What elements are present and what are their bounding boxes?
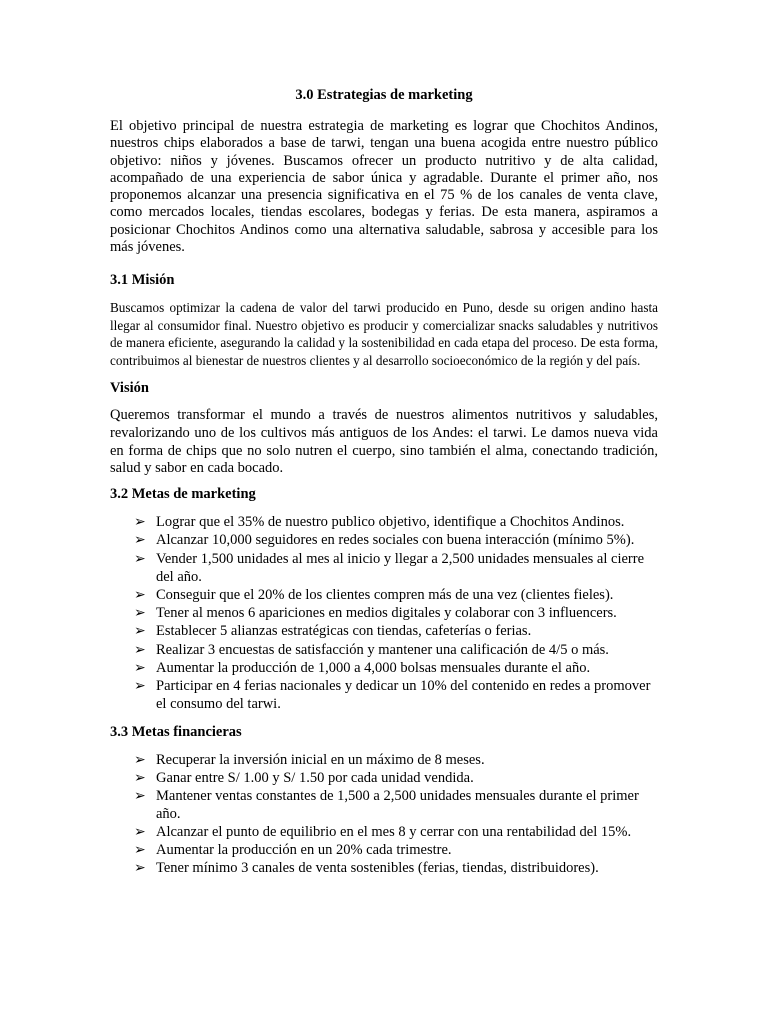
arrow-bullet-icon: ➢ bbox=[134, 679, 146, 695]
list-item bbox=[110, 641, 658, 659]
list-item-text: Participar en 4 ferias nacionales y dedicar un 10% del contenido en redes a promover el consumo del tarwi. bbox=[156, 678, 651, 713]
arrow-bullet-icon: ➢ bbox=[134, 533, 146, 549]
list-item bbox=[110, 677, 658, 713]
page-content bbox=[110, 86, 658, 887]
list-item bbox=[110, 841, 658, 859]
list-item bbox=[110, 823, 658, 841]
list-item-text: Ganar entre S/ 1.00 y S/ 1.50 por cada unidad vendida. bbox=[156, 770, 474, 787]
list-item bbox=[110, 550, 658, 586]
list-item bbox=[110, 751, 658, 769]
list-item-text: Aumentar la producción en un 20% cada trimestre. bbox=[156, 842, 452, 859]
arrow-bullet-icon: ➢ bbox=[134, 660, 146, 676]
list-item-text: Recuperar la inversión inicial en un máximo de 8 meses. bbox=[156, 752, 485, 769]
list-item bbox=[110, 859, 658, 877]
vision-paragraph: Queremos transformar el mundo a través de nuestros alimentos nutritivos y saludables, revalorizando uno de los cultivos más antiguos de los Andes: el tarwi. Le damos nueva vida en forma de chips que no solo nutren el cuerpo, sino también el alma, conectando tradición, salud y sabor en cada bocado. bbox=[110, 407, 658, 477]
list-item bbox=[110, 659, 658, 677]
list-item bbox=[110, 787, 658, 823]
list-item-text: Establecer 5 alianzas estratégicas con tiendas, cafeterías o ferias. bbox=[156, 623, 532, 640]
arrow-bullet-icon: ➢ bbox=[134, 624, 146, 640]
vision-heading: Visión bbox=[110, 380, 149, 396]
arrow-bullet-icon: ➢ bbox=[134, 588, 146, 603]
list-item-text: Tener al menos 6 apariciones en medios digitales y colaborar con 3 influencers. bbox=[156, 605, 617, 622]
section-title: 3.0 Estrategias de marketing bbox=[295, 87, 473, 103]
arrow-bullet-icon: ➢ bbox=[134, 861, 146, 877]
metas-financieras-heading: 3.3 Metas financieras bbox=[110, 724, 242, 741]
metas-marketing-heading: 3.2 Metas de marketing bbox=[110, 486, 256, 503]
arrow-bullet-icon: ➢ bbox=[134, 753, 146, 769]
mision-paragraph: Buscamos optimizar la cadena de valor del tarwi producido en Puno, desde su origen andino hasta llegar al consumidor final. Nuestro objetivo es producir y comercializar snacks saludables y nutritivos de manera eficiente, asegurando la calidad y la sostenibilidad en cada etapa del proceso. De esta forma, contribuimos al bienestar de nuestros clientes y al desarrollo socioeconómico de la región y del país. bbox=[110, 300, 658, 368]
list-item-text: Alcanzar 10,000 seguidores en redes sociales con buena interacción (mínimo 5%). bbox=[156, 532, 635, 549]
list-item bbox=[110, 622, 658, 640]
list-item-text: Mantener ventas constantes de 1,500 a 2,500 unidades mensuales durante el primer año. bbox=[156, 788, 639, 823]
metas-financieras-list bbox=[110, 751, 658, 877]
arrow-bullet-icon: ➢ bbox=[134, 789, 146, 805]
arrow-bullet-icon: ➢ bbox=[134, 825, 146, 841]
list-item-text: Conseguir que el 20% de los clientes compren más de una vez (clientes fieles). bbox=[156, 587, 614, 603]
intro-paragraph: El objetivo principal de nuestra estrategia de marketing es lograr que Chochitos Andinos, nuestros chips elaborados a base de tarwi, tengan una buena acogida entre nuestro público objetivo: niños y jóvenes. Buscamos ofrecer un producto nutritivo y de alta calidad, acompañado de una experiencia de sabor única y agradable. Durante el primer año, nos proponemos alcanzar una presencia significativa en el 75 % de los canales de venta clave, como mercados locales, tiendas escolares, bodegas y ferias. De esta manera, aspiramos a posicionar Chochitos Andinos como una alternativa saludable, sabrosa y accesible para los más jóvenes. bbox=[110, 118, 658, 256]
list-item-text: Alcanzar el punto de equilibrio en el mes 8 y cerrar con una rentabilidad del 15%. bbox=[156, 824, 632, 841]
arrow-bullet-icon: ➢ bbox=[134, 551, 146, 567]
arrow-bullet-icon: ➢ bbox=[134, 642, 146, 658]
list-item-text: Realizar 3 encuestas de satisfacción y mantener una calificación de 4/5 o más. bbox=[156, 641, 609, 658]
arrow-bullet-icon: ➢ bbox=[134, 606, 146, 622]
list-item bbox=[110, 769, 658, 787]
mision-heading: 3.1 Misión bbox=[110, 272, 175, 289]
list-item-text: Tener mínimo 3 canales de venta sostenibles (ferias, tiendas, distribuidores). bbox=[156, 860, 599, 877]
arrow-bullet-icon: ➢ bbox=[134, 771, 146, 787]
list-item bbox=[110, 586, 658, 604]
metas-marketing-list bbox=[110, 513, 658, 713]
list-item bbox=[110, 604, 658, 622]
list-item bbox=[110, 513, 658, 531]
list-item-text: Aumentar la producción de 1,000 a 4,000 bolsas mensuales durante el año. bbox=[156, 659, 591, 676]
list-item-text: Vender 1,500 unidades al mes al inicio y llegar a 2,500 unidades mensuales al cierre del año. bbox=[156, 550, 645, 585]
list-item-text: Lograr que el 35% de nuestro publico objetivo, identifique a Chochitos Andinos. bbox=[156, 514, 625, 531]
arrow-bullet-icon: ➢ bbox=[134, 843, 146, 859]
list-item bbox=[110, 531, 658, 549]
arrow-bullet-icon: ➢ bbox=[134, 515, 146, 531]
